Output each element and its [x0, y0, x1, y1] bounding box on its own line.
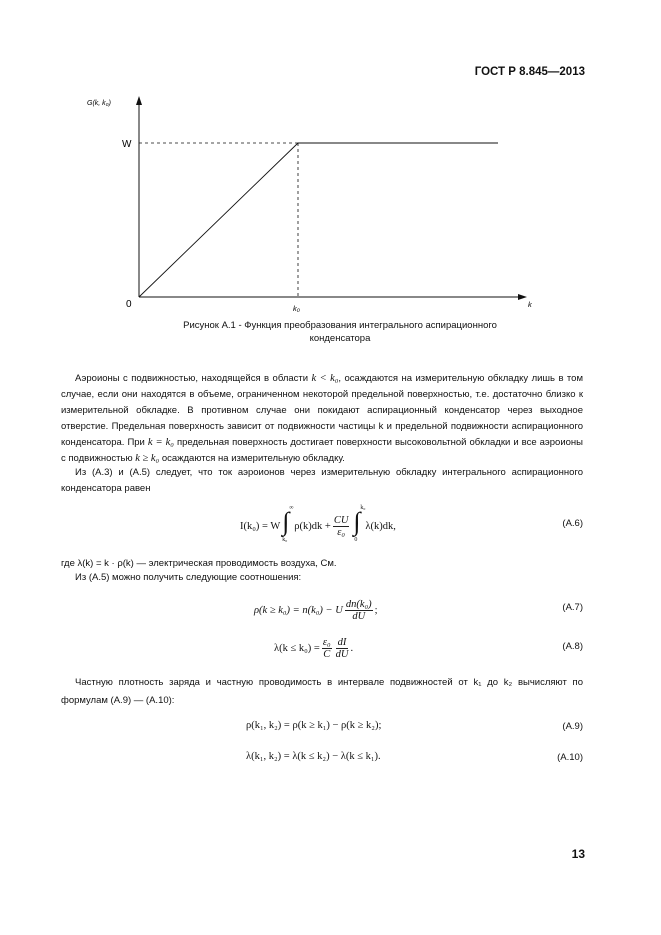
- eq-a6-frac-den: ε₀: [337, 526, 346, 538]
- p1-condition-2: k = k₀: [147, 437, 174, 448]
- equation-a7: [254, 596, 378, 624]
- page-number: 13: [571, 847, 585, 861]
- eq-a6-fraction: [333, 515, 350, 538]
- where-clause: где λ(k) = k · ρ(k) — электрическая проводимость воздуха, См.: [61, 558, 337, 569]
- p1-part-c: предельная поверхность достигает поверхности высоковольтной обкладки и все аэроионы с подвижностью: [61, 437, 583, 464]
- eq-a8-frac2-num: dI: [336, 637, 349, 649]
- eq-a8-number: (А.8): [562, 641, 583, 652]
- eq-a8-frac1-den: C: [323, 648, 331, 660]
- caption-line-1: Рисунок А.1 - Функция преобразования интегрального аспирационного: [183, 320, 497, 331]
- x-tick-label: k₀: [293, 304, 300, 313]
- equation-a9: ρ(k₁, k₂) = ρ(k ≥ k₁) − ρ(k ≥ k₂);: [246, 720, 382, 731]
- paragraph-2: Из (А.3) и (А.5) следует, что ток аэроионов через измерительную обкладку интегрального аспирационного конденсатора равен: [61, 467, 583, 494]
- paragraph-4: Частную плотность заряда и частную проводимость в интервале подвижностей от k₁ до k₂ вычисляют по формулам (А.9) — (А.10):: [61, 677, 583, 706]
- eq-a8-frac2-den: dU: [335, 648, 349, 660]
- paragraph-3: Из (А.5) можно получить следующие соотношения:: [75, 572, 302, 583]
- y-axis-label: G(k, k₀): [87, 100, 111, 107]
- line-segment-rise: [139, 143, 298, 297]
- eq-a6-int1: ρ(k)dk +: [294, 520, 331, 532]
- eq-a9-number: (А.9): [562, 721, 583, 732]
- equation-a10: λ(k₁, k₂) = λ(k ≤ k₂) − λ(k ≤ k₁).: [246, 751, 381, 762]
- caption-line-2: конденсатора: [309, 333, 371, 344]
- x-axis-label: k: [528, 300, 532, 309]
- eq-a7-frac-den: dU: [352, 610, 366, 622]
- eq-a7-fraction: [345, 599, 373, 622]
- eq-a8-fraction-2: [336, 637, 349, 660]
- eq-a8-tail: .: [350, 642, 354, 654]
- eq-a6-left: I(k₀) = W: [240, 520, 281, 532]
- p1-condition-3: k ≥ k₀: [135, 453, 160, 464]
- transfer-function-chart: [60, 88, 550, 318]
- y-axis-arrow: [136, 96, 142, 105]
- p1-condition: k < k₀: [311, 373, 339, 384]
- eq-a8-left: λ(k ≤ k₀) =: [274, 642, 320, 654]
- integral-icon: ∫ ∞ k₀: [282, 505, 294, 543]
- eq-a7-number: (А.7): [562, 602, 583, 613]
- origin-label: 0: [126, 299, 132, 310]
- eq-a8-fraction-1: [322, 637, 332, 660]
- x-axis-arrow: [518, 294, 527, 300]
- standard-header: ГОСТ Р 8.845—2013: [474, 66, 585, 78]
- p1-part-a: Аэроионы с подвижностью, находящейся в области: [75, 373, 309, 384]
- integral-icon: ∫ k₀ 0: [353, 505, 366, 543]
- y-level-label: W: [122, 139, 132, 150]
- eq-a7-tail: ;: [374, 604, 378, 616]
- eq-a6-frac-num: CU: [333, 514, 349, 526]
- eq-a7-frac-num: dn(k₀): [345, 598, 372, 610]
- eq-a7-left: ρ(k ≥ k₀) = n(k₀) − U: [254, 604, 343, 616]
- paragraph-1: [61, 371, 583, 467]
- equation-a8: [274, 634, 353, 662]
- p1-part-b: , осаждаются на измерительную обкладку лишь в том случае, если они находятся в объеме, ограниченном некоторой предельной поверхностью, т.е. достаточно близко к измерительной обкладке. В противном случае они покидают аспирационный конденсатор через выходное отверстие. Предельная поверхность зависит от подвижности частицы k и предельной подвижности аспирационного конденсатора. При: [61, 373, 583, 448]
- figure-caption: [150, 319, 530, 345]
- eq-a8-frac1-num: ε₀: [322, 636, 331, 648]
- equation-a6: [240, 505, 396, 543]
- eq-a6-int2: λ(k)dk,: [365, 520, 396, 532]
- eq-a10-number: (А.10): [557, 752, 583, 763]
- p1-part-d: осаждаются на измерительную обкладку.: [161, 453, 345, 464]
- eq-a6-number: (А.6): [562, 518, 583, 529]
